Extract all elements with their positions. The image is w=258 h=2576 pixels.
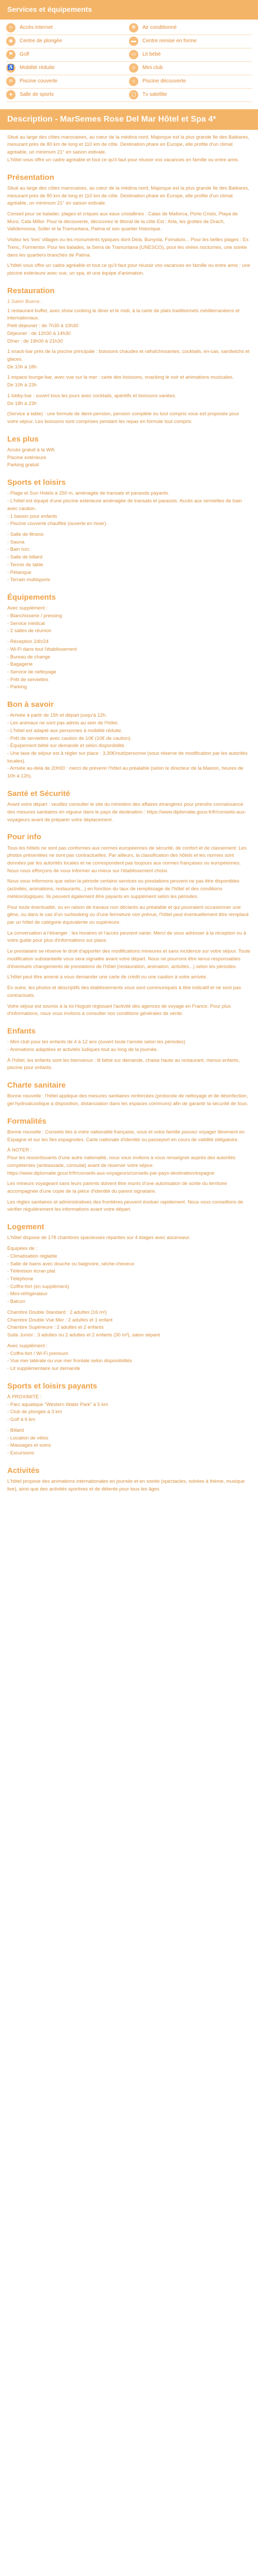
- services-grid: [0, 20, 258, 107]
- section-paragraph: - Plage et Sun Hotels à 250 m, aménagée de transats et parasols payants. - L'hôtel est équipé d'une piscine extérieure aménagée de transats et parasols. Accès aux serviettes de bain avec caution. - 1 bassin pour enfants - Piscine couverte chauffée (ouverte en hiver).: [7, 490, 242, 527]
- section: [7, 1115, 251, 1214]
- section-paragraph: Les règles sanitaires et administratives des frontières peuvent évoluer rapidement. Nous vous conseillons de vérifier régulièrement les informations avant votre départ.: [7, 1199, 244, 1213]
- section: [7, 172, 251, 278]
- section-paragraph: - Arrivée à partir de 15h et départ jusqu'à 12h. - Les animaux ne sont pas admis au sein de l'hôtel. - L'hôtel est adapté aux personnes à mobilité réduite. - Prêt de serviettes avec caution de 10€ (10€ de caution). - Équipement bébé sur demande et selon disponibilité. - Une taxe de séjour est à régler sur place : 3,30€/nuit/personne (sous réserve de modification par les autorités locales). - Arrivée au-delà de 20h00 : merci de prévenir l'hôtel au préalable (selon le directeur de la Maison, heures de 10h à 12h).: [7, 713, 248, 779]
- service-label: Mini club: [142, 65, 163, 71]
- section-paragraph: Situé au large des côtes marocaines, au cœur de la médina nord, Majorque est la plus grande île des Baléares, mesurant près de 80 km de long et 110 km de côte. Destination phare en Europe, elle profite d'un climat agréable, un minimum 21° en saison estivale.: [7, 185, 249, 207]
- service-label: Salle de sports: [20, 92, 54, 98]
- service-item: [6, 62, 129, 75]
- section-paragraph: À PROXIMITÉ : - Parc aquatique "Western Water Park" à 5 km - Club de plongée à 3 km - Golf à 6 km: [7, 1394, 108, 1423]
- section: [7, 1221, 251, 1372]
- sections: [7, 172, 251, 1494]
- section-paragraph: En outre, les photos et descriptifs des établissements vous sont communiqués à titre indicatif et ne sont pas contractuels.: [7, 985, 241, 998]
- list-item: - Bain turc: [7, 547, 30, 553]
- section-paragraph: 1 espace lounge-bar, avec vue sur la mer : carte des boissons, snacking le soir et animations musicales. De 10h à 23h: [7, 375, 234, 388]
- section: [7, 433, 251, 469]
- service-label: Mobilité réduite: [20, 65, 55, 71]
- wheelchair-icon: ♿: [6, 63, 15, 73]
- list-item: - Billard: [7, 1427, 24, 1433]
- section: [7, 1079, 251, 1108]
- section-paragraph: (Service à table) : une formule de demi-pension, pension complète ou tout compris vous est proposée pour votre séjour. Les boissons sont comprises pendant les repas en formule tout compris.: [7, 411, 239, 425]
- section-paragraph: Chambre Double Standard : 2 adultes (16 m²) Chambre Double Vue Mer : 2 adultes et 1 enfant Chambre Supérieure : 2 adultes et 2 enfants Suite Junior : 3 adultes ou 2 adultes et 2 enfants (30 m²), salon séparé: [7, 1309, 160, 1338]
- service-label: Golf: [20, 52, 29, 58]
- child-icon: ☺: [129, 63, 138, 73]
- service-item: [6, 48, 129, 62]
- section-title: Activités: [7, 1466, 40, 1475]
- section-paragraph: L'hôtel peut être amené à vous demander une carte de crédit ou une caution à votre arrivée.: [7, 974, 207, 980]
- section-paragraph: Nous vous informons que selon la période certains services ou prestations peuvent ne pas être disponibles (activités, animations, restaurants...) en fonction du taux de remplissage de l'hôtel et des conditions météorologiques. Ils peuvent également être payants en supplément selon les périodes.: [7, 878, 239, 900]
- section-subtitle: 1 Salon Buena :: [7, 298, 42, 304]
- service-label: Centre de plongée: [20, 38, 62, 44]
- sports-icon: ●: [6, 90, 15, 99]
- golf-icon: ⚑: [6, 50, 15, 59]
- list-item: - Parking: [7, 684, 27, 690]
- service-item: [129, 62, 252, 75]
- service-item: [129, 22, 252, 35]
- service-item: [6, 75, 129, 89]
- section-title: Enfants: [7, 1026, 36, 1036]
- section-paragraph: À l'hôtel, les enfants sont les bienvenus : lit bébé sur demande, chaise haute au restaurant, menus enfants, piscine pour enfants.: [7, 1057, 240, 1071]
- description-content: [0, 130, 258, 1512]
- dumbbell-icon: ▬: [129, 37, 138, 46]
- section-paragraph: Avec supplément : - Blanchisserie / pressing - Service médical - 2 salles de réunion: [7, 605, 62, 634]
- list-item: - Massages et soins: [7, 1443, 51, 1449]
- section-paragraph: La conversation à l'étranger : les horaires et l'accès peuvent varier. Merci de vous adresser à la réception ou à votre guide pour plus d'informations sur place.: [7, 930, 247, 944]
- list-item: - Bureau de change: [7, 654, 51, 660]
- section-list: [7, 447, 251, 469]
- section-list: [7, 531, 251, 584]
- section-paragraph: À NOTER : Pour les ressortissants d'une autre nationalité, nous vous invitons à vous renseigner auprès des autorités compétentes (ambassade, consulat) avant de réserver votre séjour. https://www.diplomatie.gouv.fr/fr/conseils-aux-voyageurs/conseils-par-pays-destination/espagne: [7, 1147, 236, 1176]
- service-item: [129, 89, 252, 102]
- wifi-icon: ≈: [6, 23, 15, 32]
- service-item: [129, 48, 252, 62]
- section-paragraph: L'hôtel vous offre un cadre agréable et tout ce qu'il faut pour réussir vos vacances en famille ou entre amis : une piscine extérieure avec vue, un spa, et une équipe d'animation.: [7, 263, 250, 276]
- section-paragraph: Avant votre départ : veuillez consulter le site du ministère des affaires étrangères pour prendre connaissance des mesures sanitaires en vigueur dans le pays de destination : https://www.diplomatie.gouv.fr/fr/conseils-aux-voyageurs avant de préparer votre déplacement.: [7, 802, 246, 823]
- section-paragraph: Conseil pour se balader, plages et criques aux eaux cristallines : Calas de Mallorca, Porto Cristo, Playa de Muro, Cala Millor. Pour la découverte, découvrez le littoral de la côte Est : Arta, les grottes de Drach, Valldemossa, Soller et la Tramuntana, Palma et son quartier historique.: [7, 211, 238, 232]
- section-paragraph: Pour toute éventualité, ou en raison de travaux non déclarés au préalable et qui pourraient occasionner une gêne, ou dans le cas d'un surbooking ou d'une fermeture non prévue, l'hôtel peut éventuellement être remplacé par un hôtel de catégorie équivalente ou supérieure.: [7, 904, 249, 926]
- list-item: - Bagagerie: [7, 662, 33, 668]
- list-item: - Terrain multisports: [7, 577, 51, 583]
- list-item: - Salle de billard: [7, 554, 43, 561]
- service-item: [6, 35, 129, 48]
- list-item: - Sauna: [7, 539, 25, 545]
- section-title: Logement: [7, 1223, 44, 1232]
- list-item: - Salle de fitness: [7, 532, 44, 537]
- section-list: [7, 638, 251, 691]
- list-item: - Réception 24h/24: [7, 639, 49, 645]
- intro-paragraph: Situé au large des côtes marocaines, au cœur de la médina nord, Majorque est la plus grande île des Baléares, mesurant près de 80 km de long et 110 km de côte. Destination phare en Europe, elle profite d'un climat agréable, un minimum 21° en saison estivale. L'hôtel vous offre un cadre agréable et tout ce qu'il faut pour réussir vos vacances en famille ou entre amis.: [7, 134, 249, 163]
- service-label: Accès Internet: [20, 25, 53, 31]
- list-item: - Tennis de table: [7, 562, 43, 568]
- section-paragraph: Visitez les 'tres' villages ou les monuments typiques dont Deià, Bunyola, Fornalutx... Pour les belles plages : Es Trenc, Formentor. Pour les balades, la Serra de Tramuntana (UNESCO), pour les virées nocturnes, une soirée dans les quartiers branchés de Palma.: [7, 237, 249, 258]
- section-paragraph: L'hôtel propose des animations internationales en journée et en soirée (spectacles, soirées à thème, musique live), ainsi que des activités sportives et de détente pour tous les âges.: [7, 1478, 245, 1492]
- section-paragraph: Équipées de : - Climatisation réglable - Salle de bains avec douche ou baignoire, sèche-cheveux - Télévision écran plat - Téléphone - Coffre-fort (en supplément) - Mini-réfrigérateur - Balcon: [7, 1246, 135, 1305]
- list-item: Piscine extérieure: [7, 454, 46, 461]
- service-label: Piscine découverte: [142, 78, 186, 84]
- list-item: - Location de vélos: [7, 1435, 49, 1441]
- section-paragraph: L'hôtel dispose de 178 chambres spacieuses réparties sur 4 étages avec ascenseur.: [7, 1235, 191, 1241]
- section-title: Présentation: [7, 173, 54, 182]
- service-label: Air conditionné: [142, 25, 177, 31]
- list-item: - Prêt de serviettes: [7, 676, 49, 683]
- section-paragraph: Les mineurs voyageant sans leurs parents doivent être munis d'une autorisation de sortie du territoire accompagnée d'une copie de la pièce d'identité du parent signataire.: [7, 1181, 227, 1195]
- section-paragraph: Tous les hôtels ne sont pas conformes aux normes européennes de sécurité, de confort et de classement. Les photos présentées ne sont pas contractuelles. Par ailleurs, la classification des hôtels et les normes sont données par les autorités locales et ne correspondent pas toujours aux normes françaises ou européennes. Nous nous efforçons de vous informer au mieux sur l'établissement choisi.: [7, 845, 247, 874]
- section: [7, 788, 251, 824]
- pool-icon: ≋: [6, 77, 15, 86]
- service-item: [6, 89, 129, 102]
- list-item: Accès gratuit à la Wifi: [7, 447, 55, 453]
- section-title: Les plus: [7, 434, 39, 444]
- services-heading: Services et équipements: [0, 0, 258, 20]
- section-title: Équipements: [7, 593, 56, 602]
- diving-icon: ◉: [6, 37, 15, 46]
- section-title: Santé et Sécurité: [7, 789, 70, 798]
- section: [7, 1380, 251, 1458]
- description-title: Description - MarSemes Rose Del Mar Hôtel et Spa 4*: [0, 109, 258, 130]
- section-title: Sports et loisirs: [7, 478, 66, 487]
- snowflake-icon: ✻: [129, 23, 138, 32]
- section: [7, 699, 251, 781]
- section: [7, 477, 251, 584]
- service-label: Piscine couverte: [20, 78, 58, 84]
- service-label: Centre remise en forme: [142, 38, 197, 44]
- section: [7, 1465, 251, 1494]
- section-title: Formalités: [7, 1116, 46, 1126]
- section-paragraph: 1 restaurant buffet, avec show cooking le diner et le midi, à la carte de plats traditionnels méditerranéens et internationaux. Petit déjeuner : de 7h30 à 10h30 Déjeuner : de 12h30 à 14h30 Dîner : de 19h00 à 21h30: [7, 308, 240, 344]
- section-title: Pour info: [7, 833, 41, 842]
- list-item: - Pétanque: [7, 569, 31, 575]
- list-item: Parking gratuit: [7, 462, 39, 468]
- tv-icon: ▢: [129, 90, 138, 99]
- service-item: [129, 35, 252, 48]
- section: [7, 285, 251, 426]
- section-title: Bon à savoir: [7, 700, 54, 709]
- list-item: - Service de nettoyage: [7, 669, 57, 675]
- service-label: Lit bébé: [142, 52, 161, 58]
- section-title: Charte sanitaire: [7, 1081, 66, 1090]
- list-item: - Wi-Fi dans tout l'établissement: [7, 646, 77, 652]
- section: [7, 1025, 251, 1072]
- section: [7, 831, 251, 1018]
- service-item: [6, 22, 129, 35]
- section-title: Sports et loisirs payants: [7, 1381, 98, 1391]
- service-label: Tv satellite: [142, 92, 167, 98]
- section-paragraph: Avec supplément : - Coffre-fort / Wi-Fi premium - Vue mer latérale ou vue mer frontale selon disponibilités - Lit supplémentaire sur demande: [7, 1343, 133, 1371]
- section-paragraph: Le prestataire se réserve le droit d'apporter des modifications mineures et sans incidence sur votre séjour. Toute modification substantielle vous sera signalée avant votre départ. Nous ne pourrons être tenus responsables d'éventuels changements de prestations de l'hôtel (restauration, animation, activités...) selon les périodes.: [7, 948, 251, 970]
- section-paragraph: - Mini club pour les enfants de 4 à 12 ans (ouvert toute l'année selon les périodes) - Animations adaptées et activités ludiques tout au long de la journée.: [7, 1039, 186, 1053]
- section-title: Restauration: [7, 286, 55, 295]
- section-paragraph: 1 snack-bar près de la piscine principale : boissons chaudes et rafraîchissantes, cocktails, en-cas, sandwichs et glaces. De 10h à 18h: [7, 349, 250, 370]
- pool-outdoor-icon: ☼: [129, 77, 138, 86]
- section-paragraph: Bonne nouvelle : Conseils liés à votre nationalité française, vous et votre famille pouvez voyager librement en Espagne et sur les îles espagnoles. Carte nationale d'identité ou passeport en cours de validité obligatoire.: [7, 1129, 245, 1143]
- list-item: - Excursions: [7, 1450, 35, 1456]
- section: [7, 591, 251, 691]
- crib-icon: ▭: [129, 50, 138, 59]
- section-paragraph: Votre séjour est soumis à la loi Hoguet régissant l'activité des agences de voyage en France. Pour plus d'informations, nous vous invitons à consulter nos conditions générales de vente.: [7, 1003, 231, 1017]
- section-paragraph: Bonne nouvelle : l'hôtel applique des mesures sanitaires renforcées (protocole de nettoyage et de désinfection, gel hydroalcoolique à disposition, distanciation dans les espaces communs) afin de garantir la sécurité de tous.: [7, 1093, 248, 1107]
- section-list: [7, 1427, 251, 1458]
- service-item: [129, 75, 252, 89]
- section-paragraph: 1 lobby-bar : ouvert tous les jours avec cocktails, apéritifs et boissons variées. De 18h à 23h: [7, 393, 176, 406]
